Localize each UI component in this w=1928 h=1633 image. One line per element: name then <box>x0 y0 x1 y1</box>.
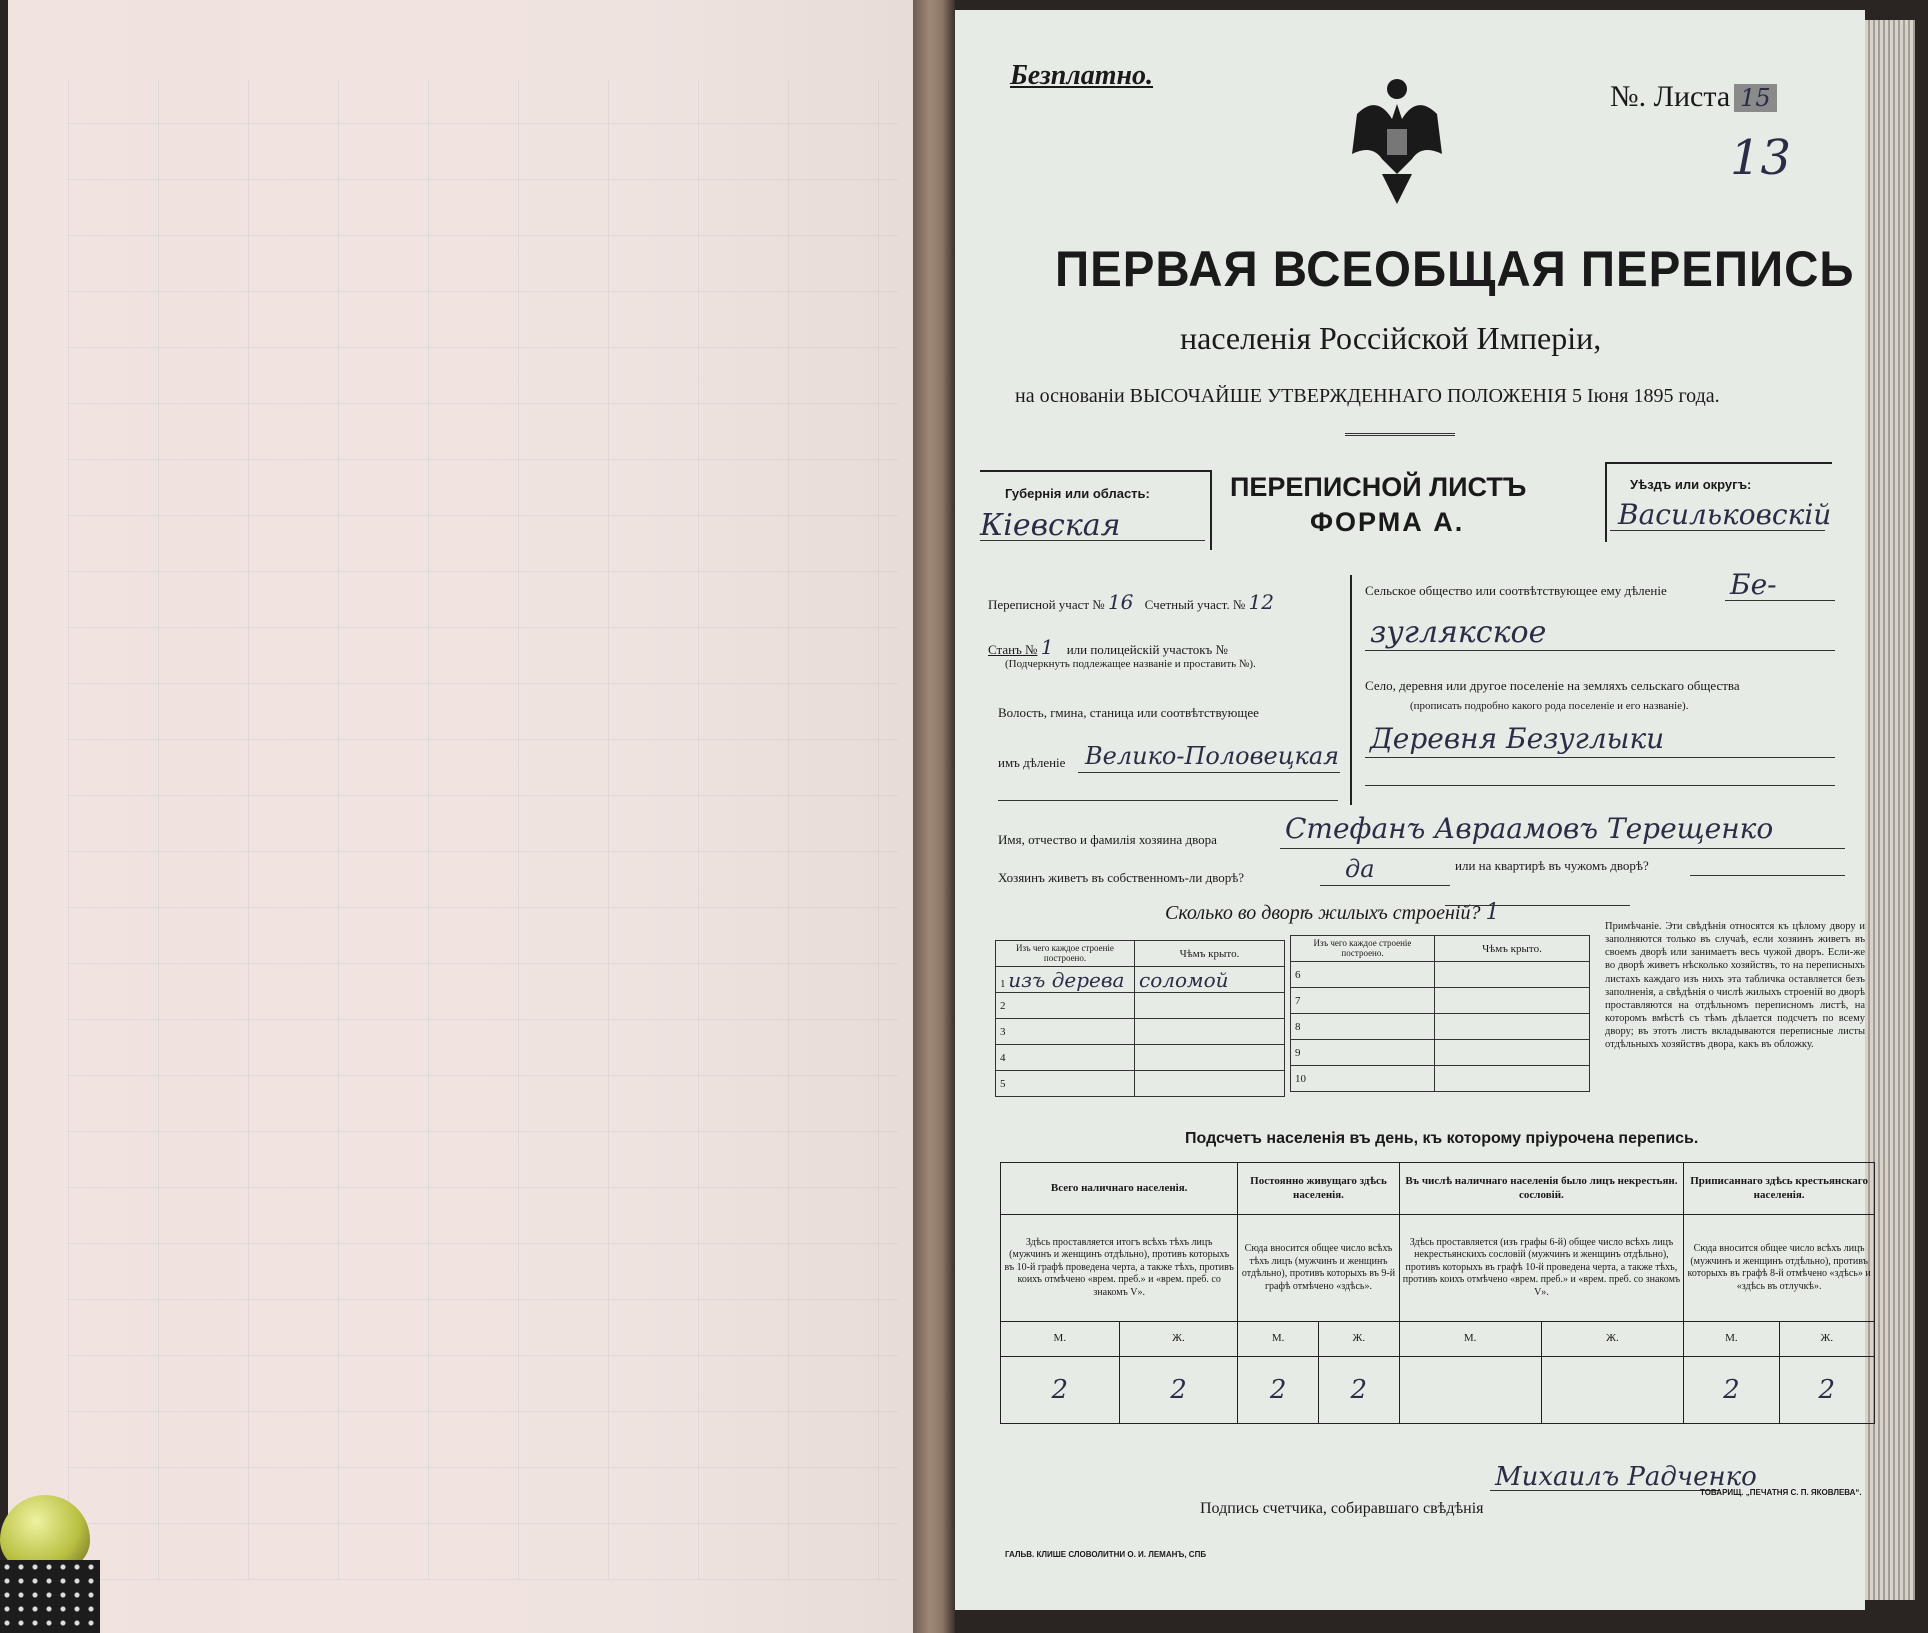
count-value: 2 <box>1238 1357 1319 1424</box>
f-header: Ж. <box>1541 1322 1684 1357</box>
table-row: 1 изъ дерева соломой <box>996 967 1285 993</box>
society-underline-2 <box>1365 650 1835 651</box>
own-yard-value: да <box>1345 855 1375 883</box>
census-section-value: 16 <box>1107 590 1134 614</box>
decorative-object-base <box>0 1560 100 1633</box>
material-header: Изъ чего каждое строеніе построено. <box>996 941 1135 967</box>
left-blank-page <box>8 0 913 1633</box>
buildings-table-right <box>1290 935 1590 1092</box>
guberniya-underline <box>980 540 1205 541</box>
table-row: 3 <box>996 1019 1285 1045</box>
uezd-value: Васильковскій <box>1618 498 1832 531</box>
rented-underline <box>1690 875 1845 876</box>
signature-underline <box>1490 1490 1720 1491</box>
count-value <box>1399 1357 1541 1424</box>
village-label: Село, деревня или другое поселеніе на земляхъ сельскаго общества <box>1365 678 1740 693</box>
m-header: М. <box>1399 1322 1541 1357</box>
volost-underline <box>1078 772 1340 773</box>
col2-desc: Сюда вносится общее число всѣхъ тѣхъ лицъ (мужчинъ и женщинъ отдѣльно), противъ которыхъ въ 9-й графѣ отмѣчено «здѣсь». <box>1238 1215 1399 1322</box>
signature-label: Подпись счетчика, собиравшаго свѣдѣнія <box>1200 1500 1484 1517</box>
underline-note: (Подчеркнуть подлежащее названіе и проставить №). <box>1005 658 1256 670</box>
table-row: 9 <box>1291 1040 1590 1066</box>
buildings-underline <box>1445 905 1630 906</box>
col2-head: Постоянно живущаго здѣсь населенія. <box>1238 1163 1399 1215</box>
uezd-underline <box>1610 530 1825 531</box>
footer-left: ГАЛЬВ. КЛИШЕ СЛОВОЛИТНИ О. И. ЛЕМАНЪ, СПБ <box>1005 1550 1207 1559</box>
f-header: Ж. <box>1119 1322 1238 1357</box>
owner-underline <box>1280 848 1845 849</box>
table-row: 10 <box>1291 1066 1590 1092</box>
buildings-table-left <box>995 940 1285 1097</box>
column-divider <box>1350 575 1352 805</box>
uezd-label: Уѣздъ или округъ: <box>1630 477 1752 492</box>
village-note: (прописать подробно какого рода поселеніе и его названіе). <box>1410 700 1689 712</box>
note-text: Примѣчаніе. Эти свѣдѣнія относятся къ цѣлому двору и заполняются только въ случаѣ, если хозяинъ живетъ въ своемъ дворѣ или занимаетъ весь чужой дворъ. Если-же во дворѣ живетъ нѣсколько хозяйствъ, то на переписныхъ листахъ каждаго изъ нихъ эта табличка оставляется безъ заполненія, а свѣдѣнія о числѣ жилыхъ строеній во дворѣ проставляются на отдѣльномъ переписномъ листѣ, на которомъ вмѣстѣ съ тѣмъ дѣлается подсчетъ по всему двору; въ этотъ листъ вкладываются переписные листы отдѣльныхъ хозяйствъ двора, какъ въ обложку. <box>1605 921 1865 1051</box>
roof-header-2: Чѣмъ крыто. <box>1435 936 1590 962</box>
faded-grid <box>68 80 898 1580</box>
form-name: ФОРМА А. <box>1310 507 1465 537</box>
own-yard-label: Хозяинъ живетъ въ собственномъ-ли дворѣ? <box>998 870 1245 885</box>
population-count-table <box>1000 1162 1875 1424</box>
col3-desc: Здѣсь проставляется (изъ графы 6-й) общее число всѣхъ лицъ некрестьянскихъ сословій (мужчинъ и женщинъ отдѣльно), противъ которыхъ въ графѣ 10-й проведена черта, а также тѣхъ, противъ коихъ отмѣчено «врем. преб.» и «врем. преб. со знакомъ V». <box>1399 1215 1684 1322</box>
count-title: Подсчетъ населенія въ день, къ которому пріурочена перепись. <box>1185 1130 1699 1147</box>
col3-head: Въ числѣ наличнаго населенія было лицъ некрестьян. сословій. <box>1399 1163 1684 1215</box>
village-value: Деревня Безуглыки <box>1370 722 1665 755</box>
society-value-2: зуглякское <box>1370 615 1547 650</box>
society-label: Сельское общество или соотвѣтствующее ему дѣленіе <box>1365 583 1667 598</box>
volost-underline-2 <box>998 800 1338 801</box>
m-header: М. <box>1001 1322 1120 1357</box>
count-value <box>1541 1357 1684 1424</box>
count-value: 2 <box>1684 1357 1779 1424</box>
stan-label: Станъ № 1 или полицейскій участокъ № <box>988 635 1228 659</box>
table-row: 5 <box>996 1071 1285 1097</box>
signature-value: Михаилъ Радченко <box>1495 1462 1757 1492</box>
volost-value: Велико-Половецкая <box>1085 742 1340 770</box>
guberniya-label: Губернія или область: <box>1005 486 1150 501</box>
society-value-1: Бе- <box>1730 568 1777 601</box>
f-header: Ж. <box>1779 1322 1874 1357</box>
col1-head: Всего наличнаго населенія. <box>1001 1163 1238 1215</box>
f-header: Ж. <box>1318 1322 1399 1357</box>
roof-header: Чѣмъ крыто. <box>1135 941 1285 967</box>
buildings-value: 1 <box>1485 900 1500 925</box>
village-underline <box>1365 757 1835 758</box>
imperial-eagle-icon <box>1342 74 1452 214</box>
table-row: 2 <box>996 993 1285 1019</box>
volost-label-2: имъ дѣленіе <box>998 755 1066 770</box>
m-header: М. <box>1238 1322 1319 1357</box>
rented-label: или на квартирѣ въ чужомъ дворѣ? <box>1455 858 1649 873</box>
col1-desc: Здѣсь проставляется итогъ всѣхъ тѣхъ лицъ (мужчинъ и женщинъ отдѣльно), противъ которыхъ въ 10-й графѣ проведена черта, а также тѣхъ, противъ коихъ отмѣчено «врем. преб.» и «врем. преб. со знакомъ V». <box>1001 1215 1238 1322</box>
ornament-divider <box>1345 433 1455 436</box>
page-title: ПЕРВАЯ ВСЕОБЩАЯ ПЕРЕПИСЬ <box>1055 241 1855 297</box>
table-row: 4 <box>996 1045 1285 1071</box>
own-yard-underline <box>1320 885 1450 886</box>
village-underline-2 <box>1365 785 1835 786</box>
volost-label: Волость, гмина, станица или соотвѣтствующее <box>998 705 1259 720</box>
material-header-2: Изъ чего каждое строеніе построено. <box>1291 936 1435 962</box>
free-label: Безплатно. <box>1010 60 1154 91</box>
subtitle: населенія Россійской Имперіи, <box>1180 320 1602 356</box>
table-row: 8 <box>1291 1014 1590 1040</box>
m-header: М. <box>1684 1322 1779 1357</box>
handwritten-sheet-number: 13 <box>1730 130 1792 186</box>
census-section-label: Переписной участ № 16 Счетный участ. № 12 <box>988 590 1274 614</box>
footer-right: ТОВАРИЩ. „ПЕЧАТНЯ С. П. ЯКОВЛЕВА“. <box>1700 1488 1862 1497</box>
buildings-label: Сколько во дворѣ жилыхъ строеній? 1 <box>1165 900 1500 925</box>
list-title: ПЕРЕПИСНОЙ ЛИСТЪ <box>1230 472 1527 502</box>
basis-line: на основаніи ВЫСОЧАЙШЕ УТВЕРЖДЕННАГО ПОЛОЖЕНІЯ 5 Іюня 1895 года. <box>1015 385 1720 407</box>
stan-value: 1 <box>1040 635 1054 659</box>
society-underline <box>1725 600 1835 601</box>
table-row: 7 <box>1291 988 1590 1014</box>
owner-label: Имя, отчество и фамилія хозяина двора <box>998 832 1217 847</box>
count-value: 2 <box>1318 1357 1399 1424</box>
sheet-number-label: №. Листа 15 <box>1610 80 1777 114</box>
count-value: 2 <box>1001 1357 1120 1424</box>
count-value: 2 <box>1779 1357 1874 1424</box>
col4-head: Приписаннаго здѣсь крестьянскаго населенія. <box>1684 1163 1875 1215</box>
guberniya-value: Кіевская <box>980 508 1121 543</box>
table-row: 6 <box>1291 962 1590 988</box>
count-value: 2 <box>1119 1357 1238 1424</box>
count-section-value: 12 <box>1248 590 1274 614</box>
book-gutter <box>913 0 955 1633</box>
col4-desc: Сюда вносится общее число всѣхъ лицъ (мужчинъ и женщинъ отдѣльно), противъ которыхъ въ графѣ 8-й отмѣчено «здѣсь» и «здѣсь въ отлучкѣ». <box>1684 1215 1875 1322</box>
owner-value: Стефанъ Авраамовъ Терещенко <box>1285 812 1774 845</box>
